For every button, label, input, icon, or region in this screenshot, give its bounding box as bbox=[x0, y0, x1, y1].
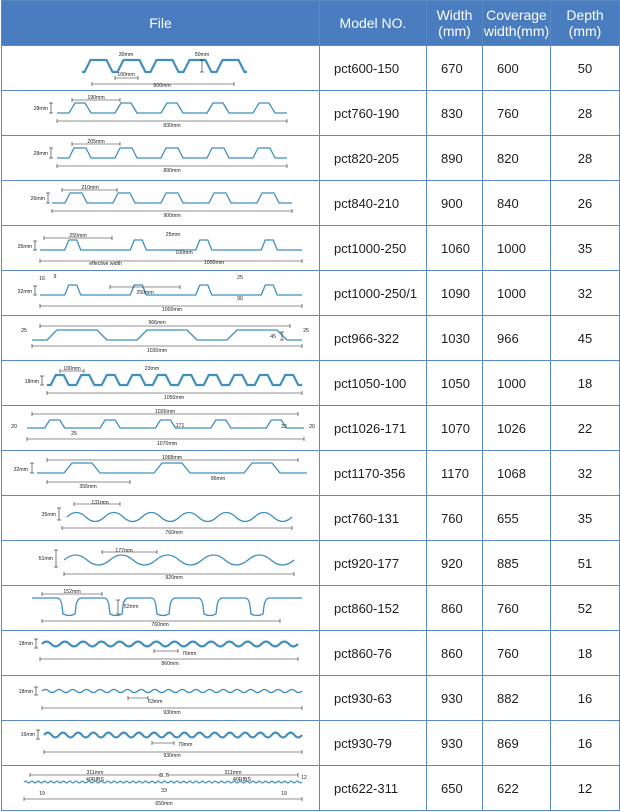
profile-line bbox=[32, 330, 302, 340]
dimension-label: 311mm bbox=[86, 770, 104, 776]
width-value: 930 bbox=[427, 721, 483, 766]
width-value: 930 bbox=[427, 676, 483, 721]
dimension-label: 9.7 bbox=[160, 773, 168, 779]
model-number: pct930-79 bbox=[320, 721, 427, 766]
width-value: 860 bbox=[427, 586, 483, 631]
profile-drawing-cell bbox=[2, 721, 320, 766]
header-file: File bbox=[2, 1, 320, 46]
dimension-label: 25mm bbox=[165, 232, 181, 238]
dimension-label: 100mm bbox=[63, 366, 81, 372]
depth-value: 35 bbox=[551, 496, 620, 541]
profile-line bbox=[40, 285, 302, 295]
model-number: pct1026-171 bbox=[320, 406, 427, 451]
coverage-value: 760 bbox=[483, 91, 551, 136]
profile-drawing-cell bbox=[2, 361, 320, 406]
width-value: 890 bbox=[427, 136, 483, 181]
profile-drawing bbox=[2, 631, 318, 675]
model-number: pct760-190 bbox=[320, 91, 427, 136]
dimension-label: 32mm bbox=[17, 289, 32, 295]
dimension-label: 96mm bbox=[210, 476, 226, 482]
depth-value: 12 bbox=[551, 766, 620, 811]
width-value: 920 bbox=[427, 541, 483, 586]
header-depth-line1: Depth bbox=[566, 7, 604, 23]
dimension-label: 35mm bbox=[41, 512, 56, 518]
width-value: 760 bbox=[427, 496, 483, 541]
depth-value: 26 bbox=[551, 181, 620, 226]
profile-drawing-cell bbox=[2, 766, 320, 811]
dimension-label: 20 bbox=[11, 424, 17, 430]
dimension-label: 890mm bbox=[163, 168, 181, 174]
coverage-value: 1026 bbox=[483, 406, 551, 451]
header-width-line1: Width bbox=[436, 7, 473, 23]
profile-drawing bbox=[2, 451, 318, 495]
header-row bbox=[2, 1, 620, 46]
dimension-label: 966mm bbox=[148, 320, 166, 326]
dimension-label: 9 bbox=[53, 274, 57, 280]
table-row bbox=[2, 766, 620, 811]
dimension-label: 35mm bbox=[17, 244, 32, 250]
dimension-label: 30mm bbox=[118, 52, 134, 58]
table-row bbox=[2, 271, 620, 316]
table-row bbox=[2, 676, 620, 721]
dimension-label: 860mm bbox=[161, 661, 179, 667]
dimension-label: 1000mm bbox=[161, 307, 183, 313]
dimension-label: 171 bbox=[175, 423, 185, 429]
dimension-label: 28mm bbox=[33, 151, 48, 157]
table-row bbox=[2, 316, 620, 361]
profile-drawing-cell bbox=[2, 91, 320, 136]
dimension-label: 18mm bbox=[24, 379, 39, 385]
profile-drawing-cell bbox=[2, 676, 320, 721]
width-value: 830 bbox=[427, 91, 483, 136]
dimension-label: 311mm bbox=[224, 770, 242, 776]
profile-drawing bbox=[2, 721, 318, 765]
model-number: pct622-311 bbox=[320, 766, 427, 811]
profile-line bbox=[47, 375, 302, 385]
model-number: pct920-177 bbox=[320, 541, 427, 586]
table-row bbox=[2, 91, 620, 136]
model-number: pct820-205 bbox=[320, 136, 427, 181]
model-number: pct1050-100 bbox=[320, 361, 427, 406]
profile-drawing-cell bbox=[2, 406, 320, 451]
header-depth bbox=[551, 1, 620, 46]
depth-value: 32 bbox=[551, 271, 620, 316]
profile-line bbox=[42, 689, 302, 692]
table-row bbox=[2, 631, 620, 676]
dimension-label: 45 bbox=[270, 334, 276, 340]
profile-drawing bbox=[2, 46, 318, 90]
dimension-label: effective width bbox=[89, 261, 122, 267]
width-value: 860 bbox=[427, 631, 483, 676]
dimension-label: 190mm bbox=[87, 95, 105, 101]
dimension-label: 40RIBS bbox=[233, 777, 251, 783]
header-depth-line2: (mm) bbox=[568, 23, 602, 39]
width-value: 1090 bbox=[427, 271, 483, 316]
dimension-label: 25 bbox=[21, 328, 27, 334]
width-value: 900 bbox=[427, 181, 483, 226]
profile-drawing bbox=[2, 181, 318, 225]
dimension-label: 28mm bbox=[33, 106, 48, 112]
dimension-label: 52mm bbox=[124, 604, 139, 610]
profile-drawing bbox=[2, 406, 318, 450]
depth-value: 52 bbox=[551, 586, 620, 631]
profile-line bbox=[64, 555, 294, 565]
dimension-label: 205mm bbox=[87, 139, 105, 145]
depth-value: 18 bbox=[551, 361, 620, 406]
header-width bbox=[427, 1, 483, 46]
dimension-label: 600mm bbox=[153, 83, 171, 89]
table-row bbox=[2, 136, 620, 181]
depth-value: 45 bbox=[551, 316, 620, 361]
coverage-value: 820 bbox=[483, 136, 551, 181]
coverage-value: 840 bbox=[483, 181, 551, 226]
dimension-label: 25 bbox=[303, 328, 309, 334]
profile-drawing bbox=[2, 136, 318, 180]
dimension-label: 250mm bbox=[69, 233, 87, 239]
header-coverage-line2: width(mm) bbox=[483, 23, 550, 39]
dimension-label: 18mm bbox=[18, 689, 33, 695]
profile-line bbox=[57, 148, 287, 158]
profile-drawing-cell bbox=[2, 631, 320, 676]
model-number: pct930-63 bbox=[320, 676, 427, 721]
model-number: pct840-210 bbox=[320, 181, 427, 226]
dimension-label: 356mm bbox=[79, 484, 97, 490]
dimension-label: 1050mm bbox=[163, 395, 185, 401]
profile-drawing bbox=[2, 541, 318, 585]
coverage-value: 622 bbox=[483, 766, 551, 811]
model-number: pct860-152 bbox=[320, 586, 427, 631]
dimension-label: 79mm bbox=[178, 742, 193, 748]
dimension-label: 177mm bbox=[115, 548, 133, 554]
width-value: 1060 bbox=[427, 226, 483, 271]
model-number: pct600-150 bbox=[320, 46, 427, 91]
header-coverage bbox=[483, 1, 551, 46]
dimension-label: 25 bbox=[237, 275, 243, 281]
table-row bbox=[2, 496, 620, 541]
dimension-label: 50mm bbox=[194, 52, 210, 58]
coverage-value: 760 bbox=[483, 586, 551, 631]
dimension-label: 760mm bbox=[165, 530, 183, 536]
coverage-value: 966 bbox=[483, 316, 551, 361]
depth-value: 32 bbox=[551, 451, 620, 496]
profile-line bbox=[44, 733, 302, 738]
profile-line bbox=[27, 420, 304, 428]
dimension-label: 51mm bbox=[38, 556, 53, 562]
profile-line bbox=[32, 598, 302, 616]
dimension-label: 930mm bbox=[163, 753, 181, 759]
width-value: 670 bbox=[427, 46, 483, 91]
depth-value: 28 bbox=[551, 136, 620, 181]
dimension-label: 25 bbox=[71, 431, 77, 437]
model-number: pct1170-356 bbox=[320, 451, 427, 496]
profile-drawing-cell bbox=[2, 136, 320, 181]
dimension-label: 250mm bbox=[136, 290, 154, 296]
coverage-value: 600 bbox=[483, 46, 551, 91]
dimension-label: 650mm bbox=[155, 801, 173, 807]
dimension-label: 1030mm bbox=[146, 348, 168, 354]
profile-drawing-cell bbox=[2, 316, 320, 361]
dimension-label: 12 bbox=[301, 775, 307, 781]
dimension-label: 23mm bbox=[144, 366, 160, 372]
coverage-value: 869 bbox=[483, 721, 551, 766]
depth-value: 16 bbox=[551, 676, 620, 721]
header-width-line2: (mm) bbox=[438, 23, 471, 39]
profile-line bbox=[37, 463, 307, 473]
model-number: pct966-322 bbox=[320, 316, 427, 361]
dimension-label: 76mm bbox=[182, 651, 197, 657]
header-model: Model NO. bbox=[320, 1, 427, 46]
dimension-label: 1070mm bbox=[156, 441, 178, 447]
depth-value: 28 bbox=[551, 91, 620, 136]
dimension-label: 18mm bbox=[18, 641, 33, 647]
profile-drawing bbox=[2, 496, 318, 540]
profile-line bbox=[57, 103, 287, 113]
dimension-label: 20 bbox=[309, 424, 315, 430]
profile-drawing-cell bbox=[2, 541, 320, 586]
profile-drawing bbox=[2, 586, 318, 630]
coverage-value: 760 bbox=[483, 631, 551, 676]
profile-spec-table bbox=[1, 0, 620, 811]
profile-line bbox=[82, 60, 247, 72]
table-row bbox=[2, 46, 620, 91]
profile-drawing-cell bbox=[2, 226, 320, 271]
dimension-label: 1068mm bbox=[161, 455, 183, 461]
dimension-label: 40RIBS bbox=[86, 777, 104, 783]
width-value: 650 bbox=[427, 766, 483, 811]
table-row bbox=[2, 451, 620, 496]
depth-value: 50 bbox=[551, 46, 620, 91]
model-number: pct760-131 bbox=[320, 496, 427, 541]
dimension-label: 22 bbox=[281, 424, 287, 430]
coverage-value: 1000 bbox=[483, 271, 551, 316]
dimension-label: 90 bbox=[237, 296, 243, 302]
dimension-label: 33 bbox=[161, 788, 167, 794]
depth-value: 16 bbox=[551, 721, 620, 766]
table-row bbox=[2, 721, 620, 766]
header-coverage-line1: Coverage bbox=[486, 7, 547, 23]
dimension-label: 930mm bbox=[163, 710, 181, 716]
coverage-value: 885 bbox=[483, 541, 551, 586]
depth-value: 22 bbox=[551, 406, 620, 451]
dimension-label: 16 bbox=[39, 276, 45, 282]
profile-line bbox=[52, 193, 292, 203]
profile-drawing bbox=[2, 766, 318, 810]
profile-drawing-cell bbox=[2, 46, 320, 91]
width-value: 1030 bbox=[427, 316, 483, 361]
dimension-label: 63mm bbox=[148, 699, 163, 705]
table-row bbox=[2, 406, 620, 451]
dimension-label: 16mm bbox=[20, 732, 35, 738]
table-row bbox=[2, 181, 620, 226]
dimension-label: 1026mm bbox=[154, 409, 176, 415]
dimension-label: 152mm bbox=[63, 589, 81, 595]
width-value: 1170 bbox=[427, 451, 483, 496]
coverage-value: 1068 bbox=[483, 451, 551, 496]
dimension-label: 760mm bbox=[151, 622, 169, 628]
table-row bbox=[2, 541, 620, 586]
profile-line bbox=[24, 781, 302, 783]
dimension-label: 900mm bbox=[163, 213, 181, 219]
table-row bbox=[2, 586, 620, 631]
width-value: 1050 bbox=[427, 361, 483, 406]
model-number: pct1000-250 bbox=[320, 226, 427, 271]
table-row bbox=[2, 226, 620, 271]
profile-drawing bbox=[2, 361, 318, 405]
profile-line bbox=[40, 240, 302, 250]
table-row bbox=[2, 361, 620, 406]
depth-value: 51 bbox=[551, 541, 620, 586]
width-value: 1070 bbox=[427, 406, 483, 451]
dimension-label: 32mm bbox=[13, 467, 28, 473]
profile-drawing bbox=[2, 316, 318, 360]
dimension-label: 19 bbox=[39, 791, 45, 797]
dimension-label: 920mm bbox=[165, 575, 183, 581]
dimension-label: 210mm bbox=[81, 185, 99, 191]
profile-line bbox=[42, 642, 298, 647]
dimension-label: 1000mm bbox=[203, 260, 225, 266]
profile-drawing-cell bbox=[2, 181, 320, 226]
profile-drawing bbox=[2, 676, 318, 720]
model-number: pct860-76 bbox=[320, 631, 427, 676]
dimension-label: 100mm bbox=[117, 72, 135, 78]
coverage-value: 882 bbox=[483, 676, 551, 721]
profile-drawing bbox=[2, 91, 318, 135]
profile-drawing-cell bbox=[2, 451, 320, 496]
profile-drawing bbox=[2, 271, 318, 315]
dimension-label: 100mm bbox=[175, 250, 193, 256]
dimension-label: 131mm bbox=[91, 500, 109, 506]
coverage-value: 1000 bbox=[483, 226, 551, 271]
profile-drawing-cell bbox=[2, 586, 320, 631]
profile-drawing-cell bbox=[2, 496, 320, 541]
profile-line bbox=[67, 513, 292, 522]
model-number: pct1000-250/1 bbox=[320, 271, 427, 316]
coverage-value: 1000 bbox=[483, 361, 551, 406]
profile-drawing-cell bbox=[2, 271, 320, 316]
coverage-value: 655 bbox=[483, 496, 551, 541]
dimension-label: 830mm bbox=[163, 123, 181, 129]
dimension-label: 19 bbox=[281, 791, 287, 797]
depth-value: 18 bbox=[551, 631, 620, 676]
depth-value: 35 bbox=[551, 226, 620, 271]
dimension-label: 26mm bbox=[30, 196, 45, 202]
profile-drawing bbox=[2, 226, 318, 270]
